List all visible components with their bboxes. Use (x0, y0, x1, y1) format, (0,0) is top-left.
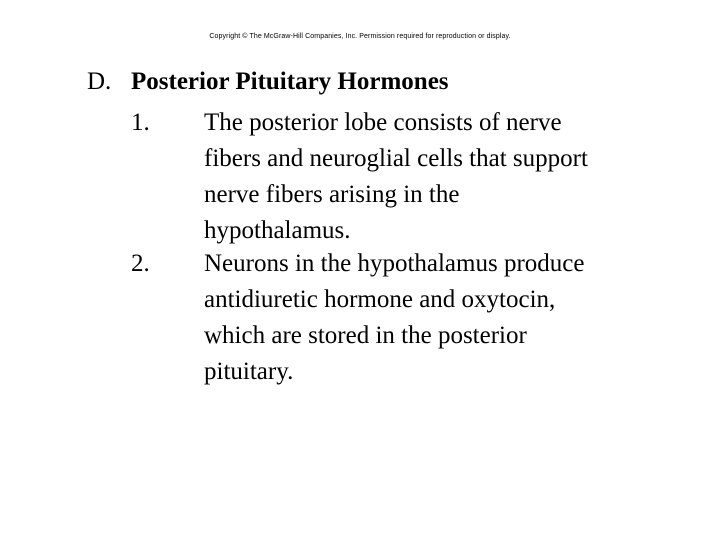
copyright-notice: Copyright © The McGraw-Hill Companies, Inc. Permission required for reproduction or display. (209, 33, 511, 40)
text-line: fibers and neuroglial cells that support (204, 145, 588, 172)
list-item-number: 1. (131, 109, 150, 136)
list-item-number: 2. (131, 250, 150, 277)
text-line: antidiuretic hormone and oxytocin, (204, 286, 556, 313)
section-letter: D. (87, 68, 112, 95)
list-item-text (204, 105, 674, 249)
text-line: nerve fibers arising in the (204, 181, 460, 208)
section-heading (87, 66, 449, 98)
text-line: Neurons in the hypothalamus produce (204, 250, 585, 277)
text-line: hypothalamus. (204, 217, 351, 244)
list-item-text (204, 246, 674, 390)
section-title: Posterior Pituitary Hormones (131, 68, 449, 95)
text-line: which are stored in the posterior (204, 322, 527, 349)
text-line: The posterior lobe consists of nerve (204, 109, 562, 136)
text-line: pituitary. (204, 358, 294, 385)
